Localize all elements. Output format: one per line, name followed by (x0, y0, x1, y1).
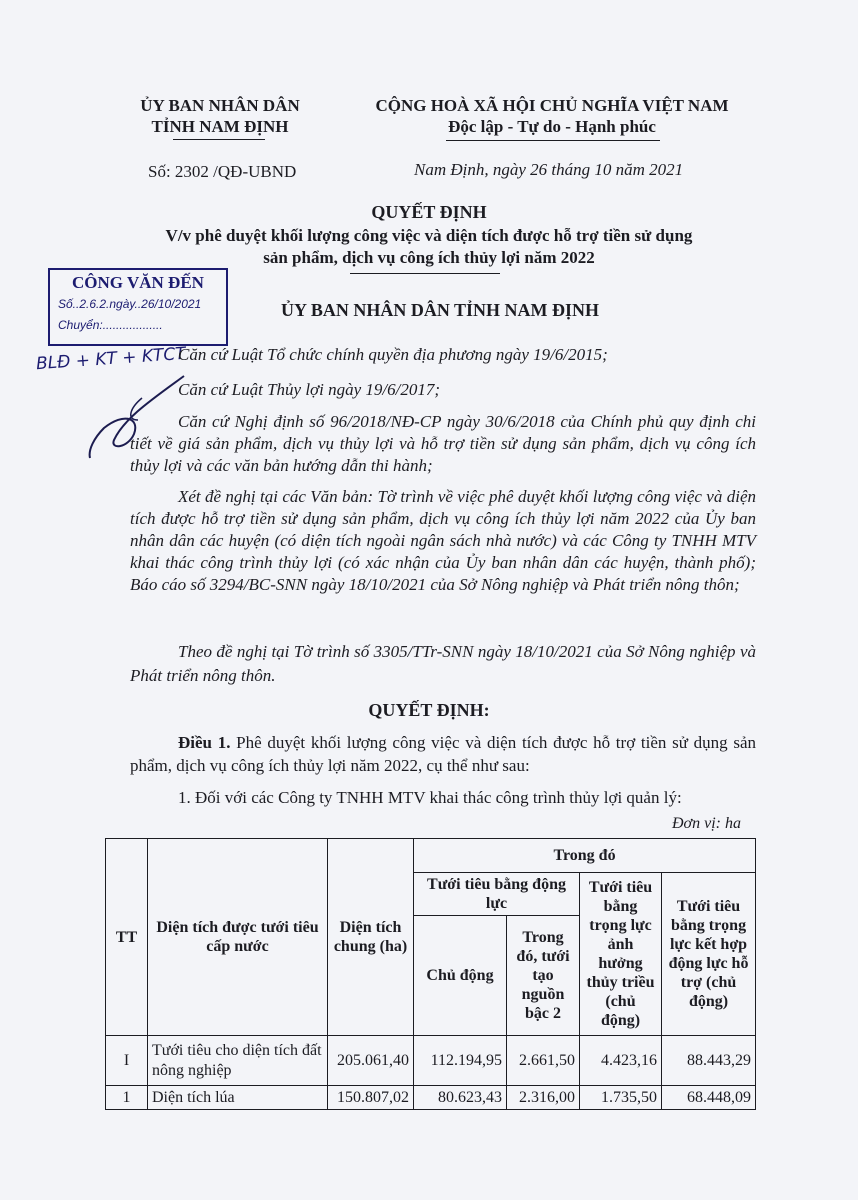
header-tidal: Tưới tiêu bằng trọng lực ảnh hưởng thủy triều (chủ động) (580, 873, 662, 1036)
cell-total: 150.807,02 (328, 1086, 414, 1110)
header-secondary: Trong đó, tưới tạo nguồn bậc 2 (507, 916, 580, 1036)
agency-line2: TỈNH NAM ĐỊNH (151, 117, 289, 136)
header-active: Chủ động (414, 916, 507, 1036)
article1-item1: 1. Đối với các Công ty TNHH MTV khai thác công trình thủy lợi quản lý: (178, 788, 682, 807)
agency-line1: ỦY BAN NHÂN DÂN (140, 96, 300, 115)
header-tt: TT (106, 839, 148, 1036)
stamp-number-line: Số..2.6.2.ngày..26/10/2021 (58, 297, 202, 311)
cell-combined: 88.443,29 (662, 1036, 756, 1086)
issuer-heading: ỦY BAN NHÂN DÂN TỈNH NAM ĐỊNH (280, 300, 599, 320)
basis-4: Xét đề nghị tại các Văn bản: Tờ trình về việc phê duyệt khối lượng công việc và diện tích được hỗ trợ tiền sử dụng sản phẩm, dịch vụ công ích thủy lợi năm 2022 của Ủy ban nhân dân các huyện (có diện tích ngoài ngân sách nhà nước) và các Công ty TNHH MTV khai thác công trình thủy lợi (có xác nhận của Ủy ban nhân dân các huyện, thành phố); Báo cáo số 3294/BC-SNN ngày 18/10/2021 của Sở Nông nghiệp và Phát triển nông thôn; (130, 487, 756, 594)
header-area-type: Diện tích được tưới tiêu cấp nước (148, 839, 328, 1036)
doc-number: Số: 2302 /QĐ-UBND (148, 162, 297, 181)
basis-2: Căn cứ Luật Thủy lợi ngày 19/6/2017; (178, 380, 441, 399)
cell-tt: I (106, 1036, 148, 1086)
stamp-title: CÔNG VĂN ĐẾN (72, 273, 204, 292)
place-date: Nam Định, ngày 26 tháng 10 năm 2021 (414, 160, 684, 179)
subject-underline (350, 273, 500, 274)
nation-underline (446, 140, 660, 141)
basis-3: Căn cứ Nghị định số 96/2018/NĐ-CP ngày 30/6/2018 của Chính phủ quy định chi tiết về giá sản phẩm, dịch vụ thủy lợi và hỗ trợ tiền sử dụng sản phẩm, dịch vụ công ích thủy lợi và các văn bản hướng dẫn thi hành; (130, 412, 756, 475)
cell-secondary: 2.661,50 (507, 1036, 580, 1086)
article1-label: Điều 1. (178, 733, 231, 752)
cell-active: 112.194,95 (414, 1036, 507, 1086)
table-row (106, 1036, 756, 1086)
cell-tidal: 1.735,50 (580, 1086, 662, 1110)
decision-heading: QUYẾT ĐỊNH: (368, 700, 490, 720)
article1-paragraph (130, 731, 756, 777)
header-of-which: Trong đó (414, 839, 756, 873)
doc-title: QUYẾT ĐỊNH (371, 202, 487, 222)
nation-line1: CỘNG HOÀ XÃ HỘI CHỦ NGHĨA VIỆT NAM (375, 96, 729, 115)
article1-text: Phê duyệt khối lượng công việc và diện tích được hỗ trợ tiền sử dụng sản phẩm, dịch vụ công ích thủy lợi năm 2022, cụ thể như sau: (130, 733, 756, 775)
subject-line2: sản phẩm, dịch vụ công ích thủy lợi năm 2022 (263, 248, 595, 267)
table-row (106, 1086, 756, 1110)
nation-line2: Độc lập - Tự do - Hạnh phúc (448, 117, 656, 136)
cell-total: 205.061,40 (328, 1036, 414, 1086)
cell-secondary: 2.316,00 (507, 1086, 580, 1110)
unit-label: Đơn vị: ha (672, 815, 741, 832)
incoming-stamp (48, 268, 228, 346)
cell-name: Tưới tiêu cho diện tích đất nông nghiệp (148, 1036, 328, 1086)
cell-tt: 1 (106, 1086, 148, 1110)
basis-1: Căn cứ Luật Tổ chức chính quyền địa phương ngày 19/6/2015; (178, 345, 608, 364)
header-combined: Tưới tiêu bằng trọng lực kết hợp động lực hỗ trợ (chủ động) (662, 873, 756, 1036)
area-table (105, 838, 756, 1110)
cell-tidal: 4.423,16 (580, 1036, 662, 1086)
basis-5: Theo đề nghị tại Tờ trình số 3305/TTr-SNN ngày 18/10/2021 của Sở Nông nghiệp và Phát triển nông thôn. (130, 642, 756, 685)
handwritten-note: BLĐ + KT + KTCT (35, 343, 187, 375)
stamp-forward-line: Chuyển:.................. (58, 318, 163, 332)
subject-line1: V/v phê duyệt khối lượng công việc và diện tích được hỗ trợ tiền sử dụng (165, 226, 693, 245)
cell-combined: 68.448,09 (662, 1086, 756, 1110)
header-powered: Tưới tiêu bằng động lực (414, 873, 580, 916)
cell-active: 80.623,43 (414, 1086, 507, 1110)
header-total: Diện tích chung (ha) (328, 839, 414, 1036)
cell-name: Diện tích lúa (148, 1086, 328, 1110)
agency-underline (173, 139, 265, 140)
